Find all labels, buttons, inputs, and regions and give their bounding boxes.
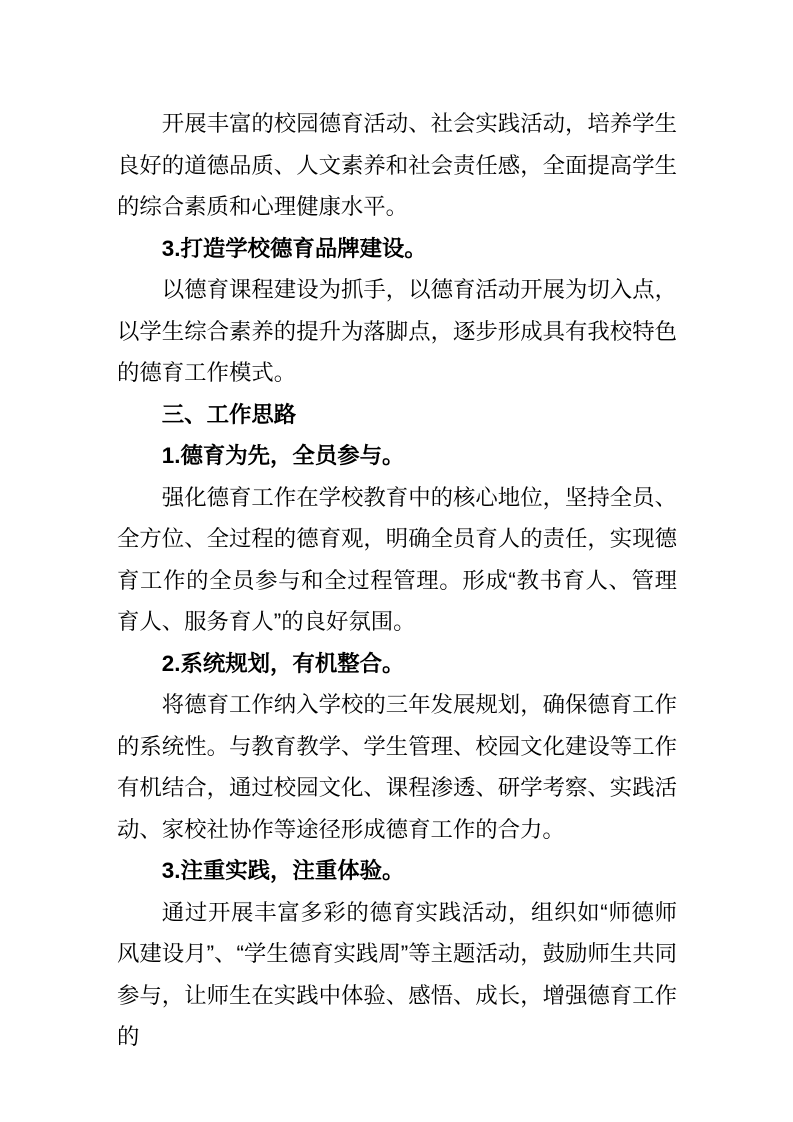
paragraph: 以德育课程建设为抓手，以德育活动开展为切入点，以学生综合素养的提升为落脚点，逐步形成具有我校特色的德育工作模式。	[117, 277, 677, 385]
document-text-area	[117, 103, 677, 1058]
section-heading: 1.德育为先，全员参与。	[161, 443, 405, 468]
section-heading: 三、工作思路	[161, 401, 297, 427]
section-heading: 3.注重实践，注重体验。	[161, 858, 405, 883]
section-heading: 2.系统规划，有机整合。	[161, 650, 405, 676]
paragraph: 强化德育工作在学校教育中的核心地位，坚持全员、全方位、全过程的德育观，明确全员育人的责任，实现德育工作的全员参与和全过程管理。形成“教书育人、管理育人、服务育人”的良好氛围。	[117, 484, 677, 634]
paragraph: 将德育工作纳入学校的三年发展规划，确保德育工作的系统性。与教育教学、学生管理、校园文化建设等工作有机结合，通过校园文化、课程渗透、研学考察、实践活动、家校社协作等途径形成德育工作的合力。	[117, 692, 677, 842]
paragraph: 通过开展丰富多彩的德育实践活动，组织如“师德师风建设月”、“学生德育实践周”等主题活动，鼓励师生共同参与，让师生在实践中体验、感悟、成长，增强德育工作的	[117, 899, 677, 1049]
section-heading: 3.打造学校德育品牌建设。	[161, 235, 427, 261]
paragraph: 开展丰富的校园德育活动、社会实践活动，培养学生良好的道德品质、人文素养和社会责任感，全面提高学生的综合素质和心理健康水平。	[117, 111, 677, 219]
